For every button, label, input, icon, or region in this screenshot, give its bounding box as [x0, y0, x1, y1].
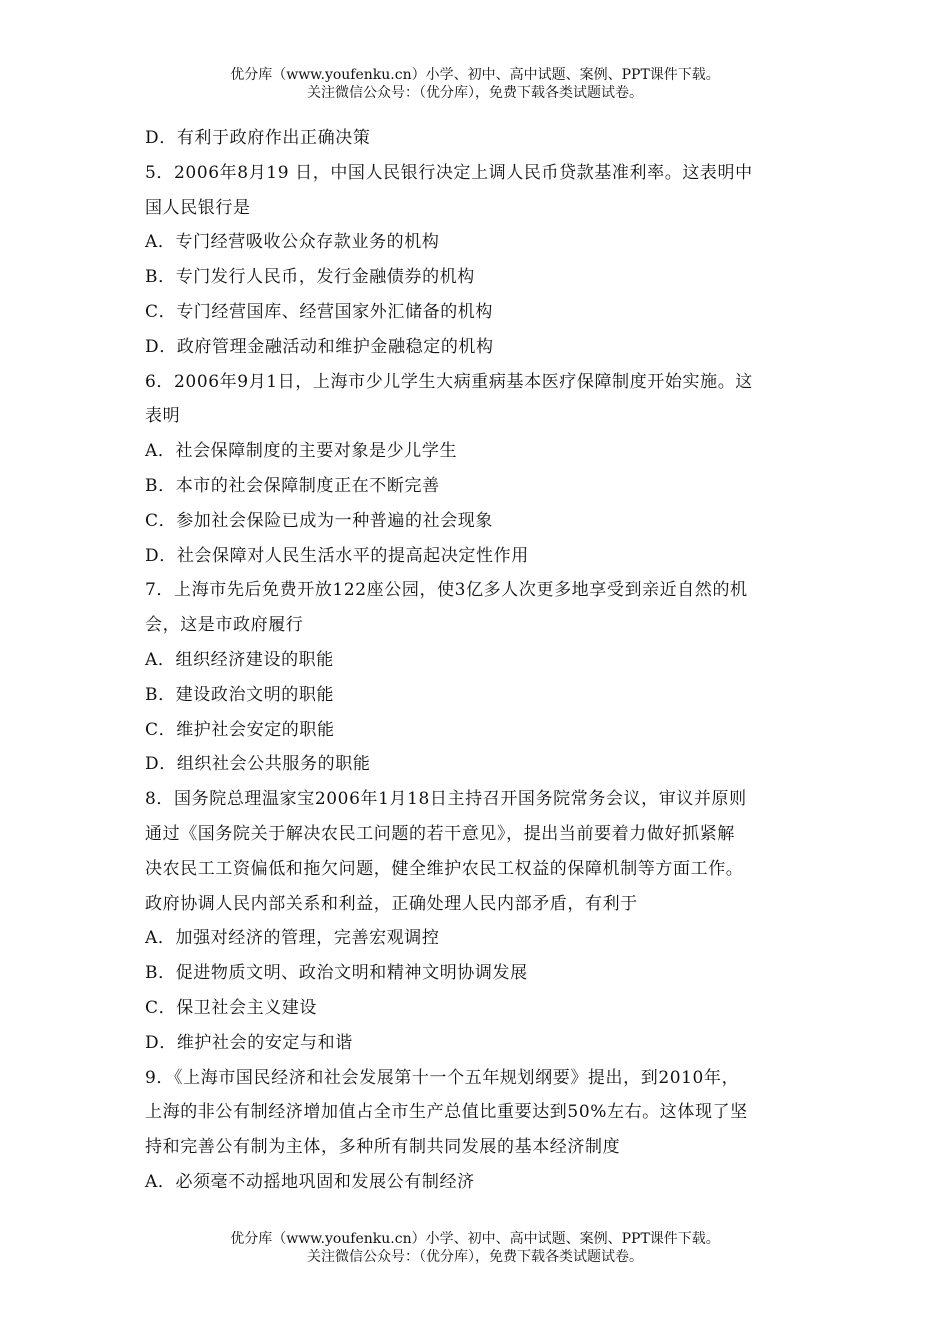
question-7-option-d: D．组织社会公共服务的职能 [145, 754, 371, 775]
question-8-option-a: A．加强对经济的管理，完善宏观调控 [145, 928, 440, 949]
question-7-option-c: C．维护社会安定的职能 [145, 719, 335, 740]
header-line-1: 优分库（www.youfenku.cn）小学、初中、高中试题、案例、PPT课件下载。 [230, 67, 720, 83]
question-7-stem: 7．上海市先后免费开放122座公园，使3亿多人次更多地享受到亲近自然的机 [145, 580, 748, 601]
document-body [145, 121, 815, 1200]
question-5-option-a: A．专门经营吸收公众存款业务的机构 [145, 232, 440, 253]
question-9-stem-cont: 持和完善公有制为主体，多种所有制共同发展的基本经济制度 [145, 1137, 621, 1158]
question-8-option-d: D．维护社会的安定与和谐 [145, 1032, 353, 1053]
question-6-stem-cont: 表明 [145, 406, 181, 427]
question-5-stem: 5．2006年8月19 日，中国人民银行决定上调人民币贷款基准利率。这表明中 [145, 162, 753, 183]
question-6-option-b: B．本市的社会保障制度正在不断完善 [145, 475, 440, 496]
text-line: D．有利于政府作出正确决策 [145, 128, 371, 148]
question-8-option-b: B．促进物质文明、政治文明和精神文明协调发展 [145, 963, 528, 984]
header-line-2: 关注微信公众号：（优分库），免费下载各类试题试卷。 [307, 85, 643, 101]
question-5-option-c: C．专门经营国库、经营国家外汇储备的机构 [145, 301, 494, 322]
question-9-stem-cont: 上海的非公有制经济增加值占全市生产总值比重要达到50%左右。这体现了坚 [145, 1102, 748, 1123]
question-8-stem-cont: 政府协调人民内部关系和利益，正确处理人民内部矛盾，有利于 [145, 893, 638, 914]
question-6-option-d: D．社会保障对人民生活水平的提高起决定性作用 [145, 545, 529, 566]
question-9-option-a: A．必须毫不动摇地巩固和发展公有制经济 [145, 1171, 475, 1192]
footer-line-1: 优分库（www.youfenku.cn）小学、初中、高中试题、案例、PPT课件下载。 [230, 1231, 720, 1247]
question-8-stem-cont: 决农民工工资偏低和拖欠问题，健全维护农民工权益的保障机制等方面工作。 [145, 858, 744, 879]
page-header [0, 66, 950, 102]
question-6-stem: 6．2006年9月1日，上海市少儿学生大病重病基本医疗保障制度开始实施。这 [145, 371, 753, 392]
question-5-stem-cont: 国人民银行是 [145, 197, 251, 218]
page-footer [0, 1230, 950, 1266]
footer-line-2: 关注微信公众号：（优分库），免费下载各类试题试卷。 [307, 1249, 643, 1265]
question-8-stem: 8．国务院总理温家宝2006年1月18日主持召开国务院常务会议，审议并原则 [145, 789, 747, 810]
question-7-stem-cont: 会，这是市政府履行 [145, 615, 304, 636]
question-8-stem-cont: 通过《国务院关于解决农民工问题的若干意见》，提出当前要着力做好抓紧解 [145, 823, 735, 844]
question-6-option-a: A．社会保障制度的主要对象是少儿学生 [145, 441, 458, 462]
question-9-stem: 9．《上海市国民经济和社会发展第十一个五年规划纲要》提出，到2010年， [145, 1067, 740, 1088]
question-5-option-b: B．专门发行人民币，发行金融债券的机构 [145, 267, 475, 288]
question-7-option-a: A．组织经济建设的职能 [145, 649, 334, 670]
question-5-option-d: D．政府管理金融活动和维护金融稳定的机构 [145, 336, 494, 357]
question-6-option-c: C．参加社会保险已成为一种普遍的社会现象 [145, 510, 494, 531]
question-8-option-c: C．保卫社会主义建设 [145, 997, 318, 1018]
question-7-option-b: B．建设政治文明的职能 [145, 684, 335, 705]
